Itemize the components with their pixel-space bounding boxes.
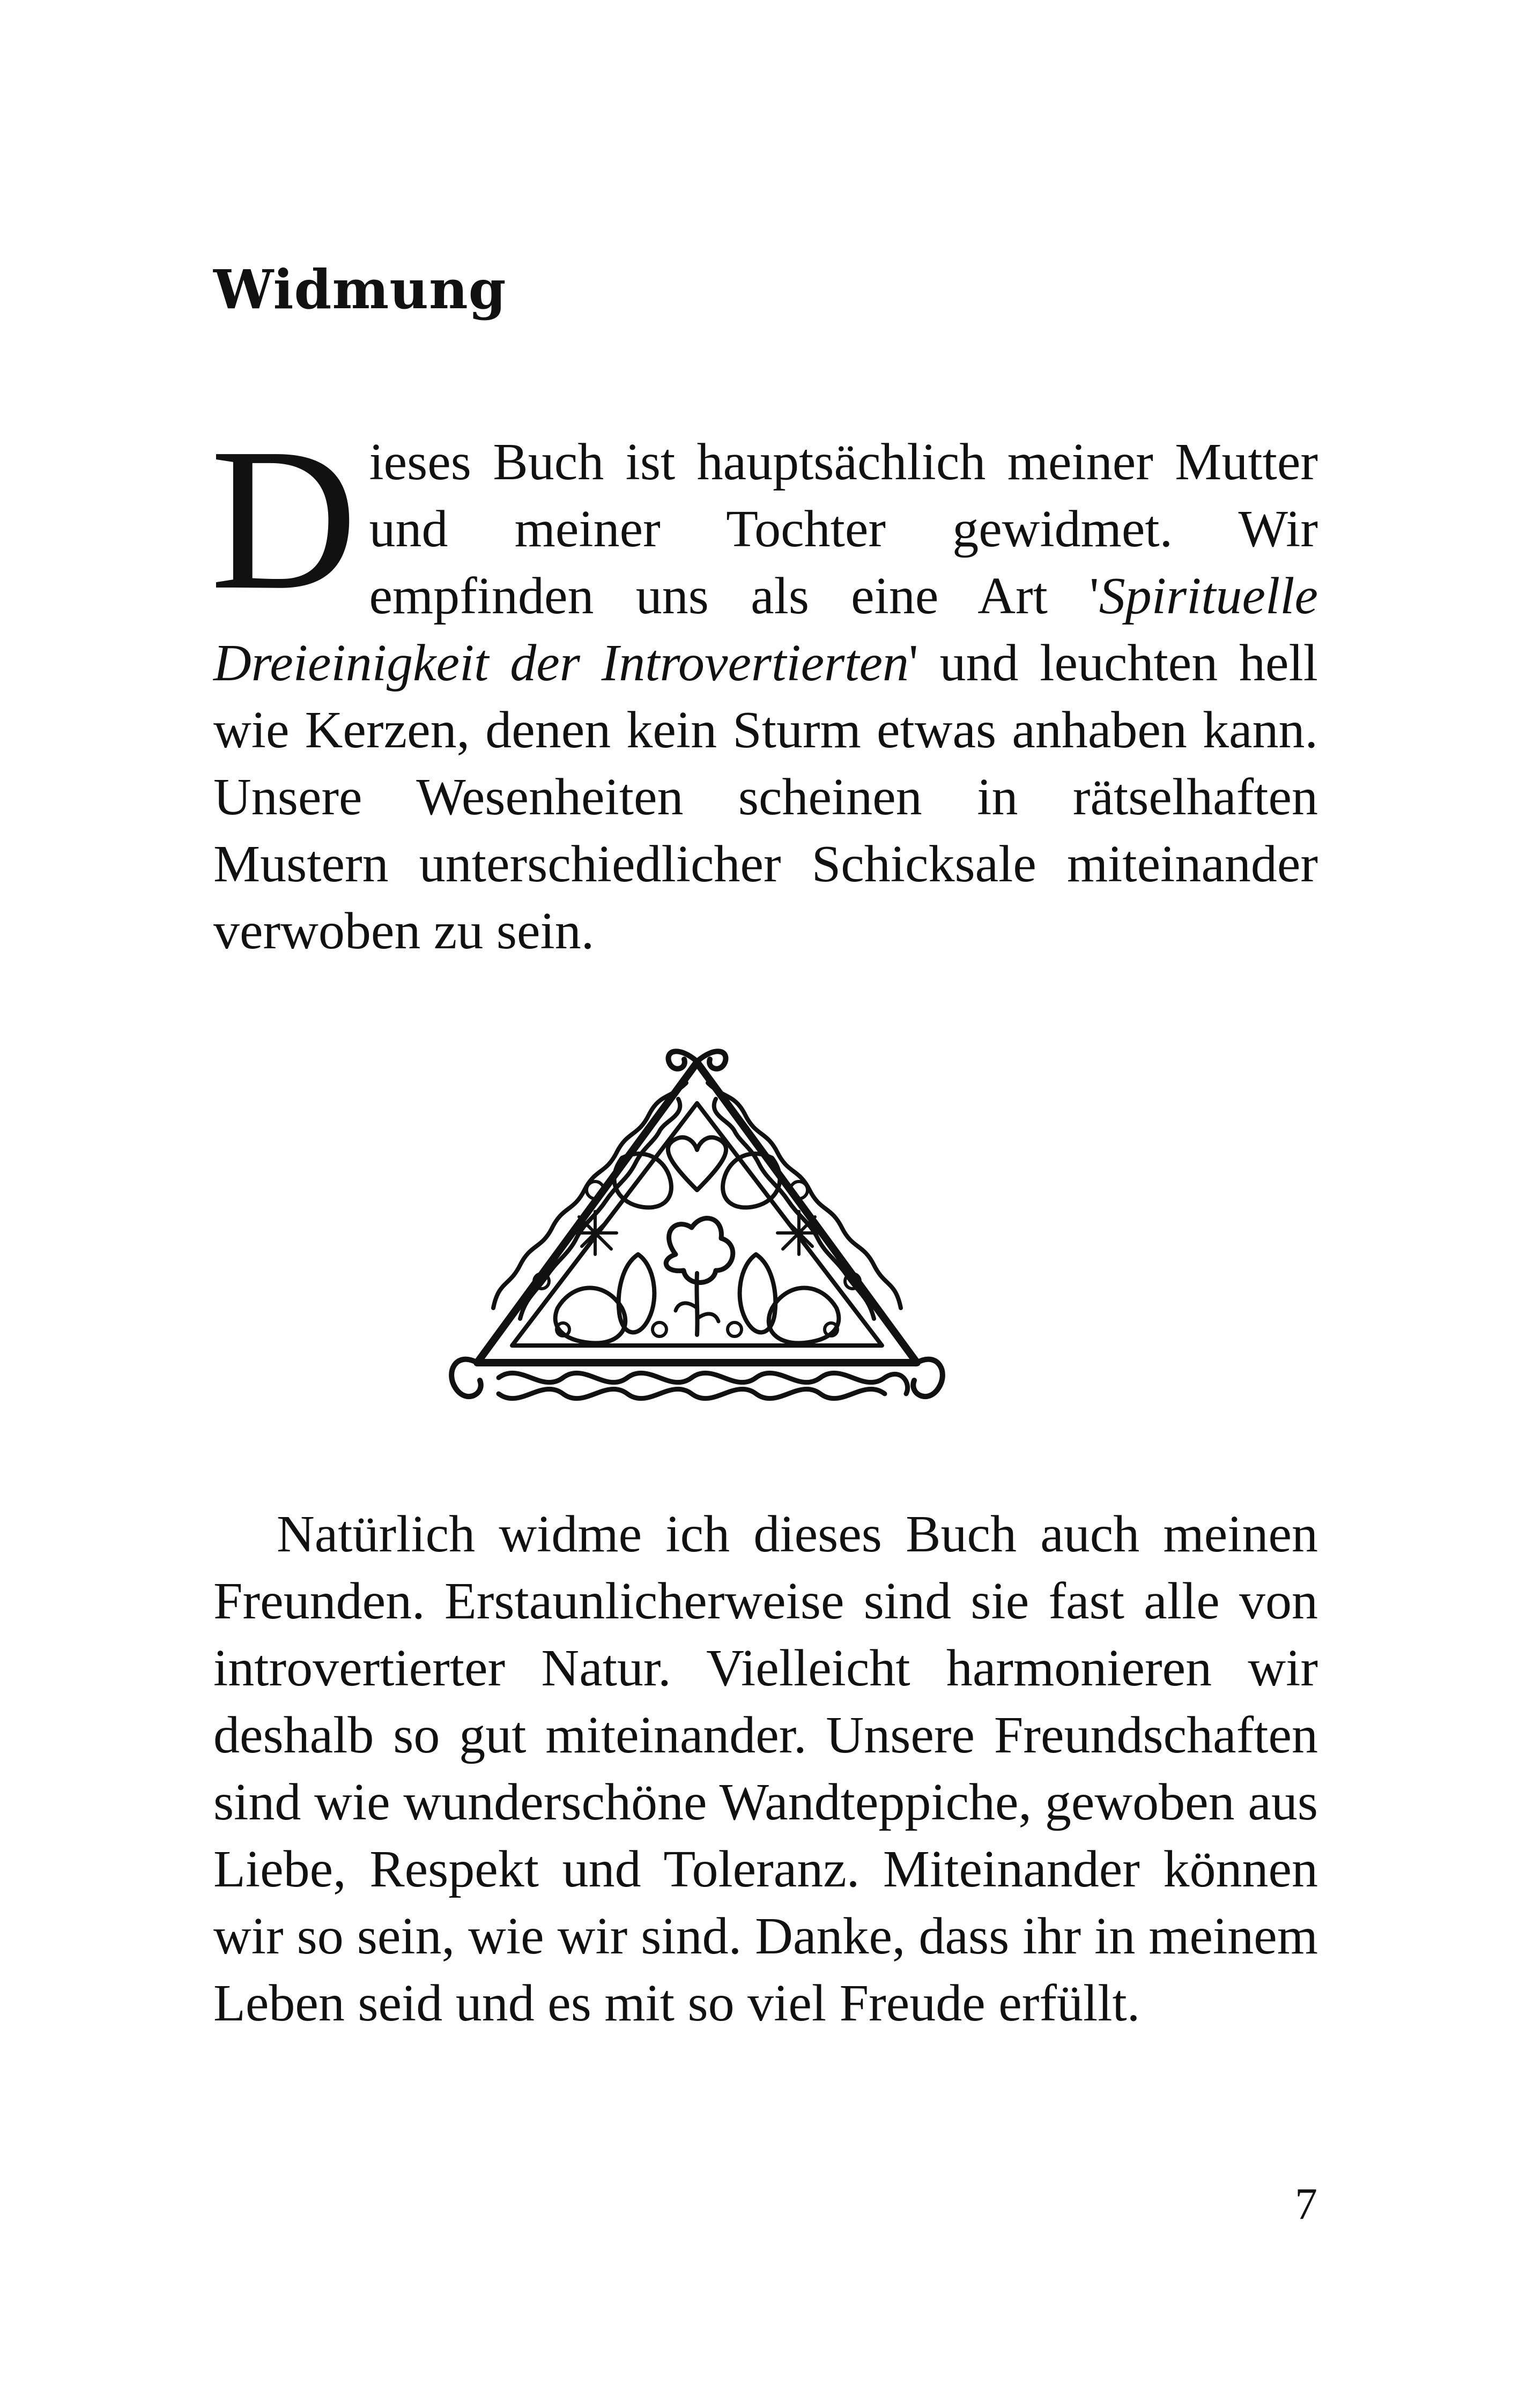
page-number: 7 [1295,2179,1317,2229]
drop-cap: D [210,406,358,632]
paragraph-1-text-end: ' und leuchten hell wie Kerzen, denen kein Sturm etwas anhaben kann. Unsere Wesenheiten scheinen in rätselhaften Mustern unterschiedlicher Schicksale miteinander verwoben zu sein. [213,634,1318,960]
triangle-knot-ornament-icon [434,1029,960,1437]
dedication-paragraph-1 [210,406,1318,965]
dedication-paragraph-2: Natürlich widme ich dieses Buch auch meinen Freunden. Erstaunlicherweise sind sie fast alle von introvertierter Natur. Vielleicht harmonieren wir deshalb so gut miteinander. Unsere Freundschaften sind wie wunderschöne Wandteppiche, gewoben aus Liebe, Respekt und Toleranz. Miteinander können wir so sein, wie wir sind. Danke, dass ihr in meinem Leben seid und es mit so viel Freude erfüllt. [213,1505,1318,2032]
paragraph-1-text-start: ieses Buch ist hauptsächlich meiner Mutter und meiner Tochter gewidmet. Wir empfinden uns als eine Art ' [369,433,1318,625]
page-title: Widmung [213,258,507,321]
paragraph-1-italic-phrase: Spirituelle Dreieinigkeit der Introvertierten [213,567,1318,692]
